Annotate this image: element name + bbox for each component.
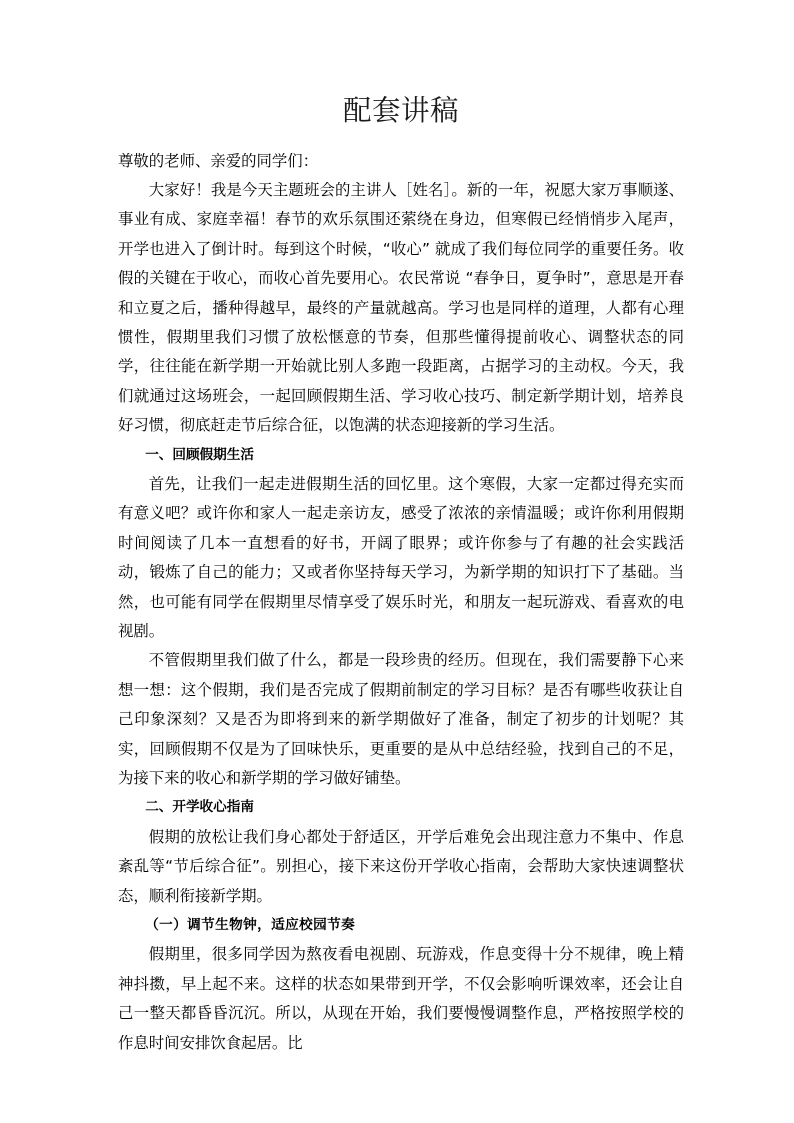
paragraph-biological-clock: 假期里，很多同学因为熬夜看电视剧、玩游戏，作息变得十分不规律，晚上精神抖擞，早上起不来。这样的状态如果带到开学，不仅会影响听课效率，还会让自己一整天都昏昏沉沉。所以，从现在开始，我们要慢慢调整作息，严格按照学校的作息时间安排饮食起居。比: [118, 945, 684, 1052]
heading-section-two: 二、开学收心指南: [145, 799, 254, 816]
paragraph-opening: 大家好！我是今天主题班会的主讲人［姓名］。新的一年，祝愿大家万事顺遂、事业有成、家庭幸福！春节的欢乐氛围还萦绕在身边，但寒假已经悄悄步入尾声，开学也进入了倒计时。每到这个时候，“收心” 就成了我们每位同学的重要任务。收假的关键在于收心，而收心首先要用心。农民常说 “春争日，夏争时”，意思是开春和立夏之后，播种得越早，最终的产量就越高。学习也是同样的道理，人都有心理惯性，假期里我们习惯了放松惬意的节奏，但那些懂得提前收心、调整状态的同学，往往能在新学期一开始就比别人多跑一段距离，占据学习的主动权。今天，我们就通过这场班会，一起回顾假期生活、学习收心技巧、制定新学期计划，培养良好习惯，彻底赶走节后综合征，以饱满的状态迎接新的学习生活。: [118, 180, 684, 435]
paragraph-review-one: 首先，让我们一起走进假期生活的回忆里。这个寒假，大家一定都过得充实而有意义吧？或许你和家人一起走亲访友，感受了浓浓的亲情温暖；或许你利用假期时间阅读了几本一直想看的好书，开阔了眼界；或许你参与了有趣的社会实践活动，锻炼了自己的能力；又或者你坚持每天学习，为新学期的知识打下了基础。当然，也可能有同学在假期里尽情享受了娱乐时光，和朋友一起玩游戏、看喜欢的电视剧。: [118, 474, 684, 640]
paragraph-guide-intro: 假期的放松让我们身心都处于舒适区，开学后难免会出现注意力不集中、作息紊乱等“节后综合征”。别担心，接下来这份开学收心指南，会帮助大家快速调整状态，顺利衔接新学期。: [118, 827, 684, 905]
heading-subsection-one: （一）调节生物钟，适应校园节奏: [145, 917, 356, 934]
salutation-line: 尊敬的老师、亲爱的同学们：: [118, 151, 319, 170]
heading-section-one: 一、回顾假期生活: [145, 446, 254, 463]
page-title: 配套讲稿: [342, 94, 459, 127]
document-content: [118, 0, 684, 1058]
paragraph-review-two: 不管假期里我们做了什么，都是一段珍贵的经历。但现在，我们需要静下心来想一想：这个假期，我们是否完成了假期前制定的学习目标？是否有哪些收获让自己印象深刻？又是否为即将到来的新学期做好了准备，制定了初步的计划呢？其实，回顾假期不仅是为了回味快乐，更重要的是从中总结经验，找到自己的不足，为接下来的收心和新学期的学习做好铺垫。: [118, 651, 684, 788]
